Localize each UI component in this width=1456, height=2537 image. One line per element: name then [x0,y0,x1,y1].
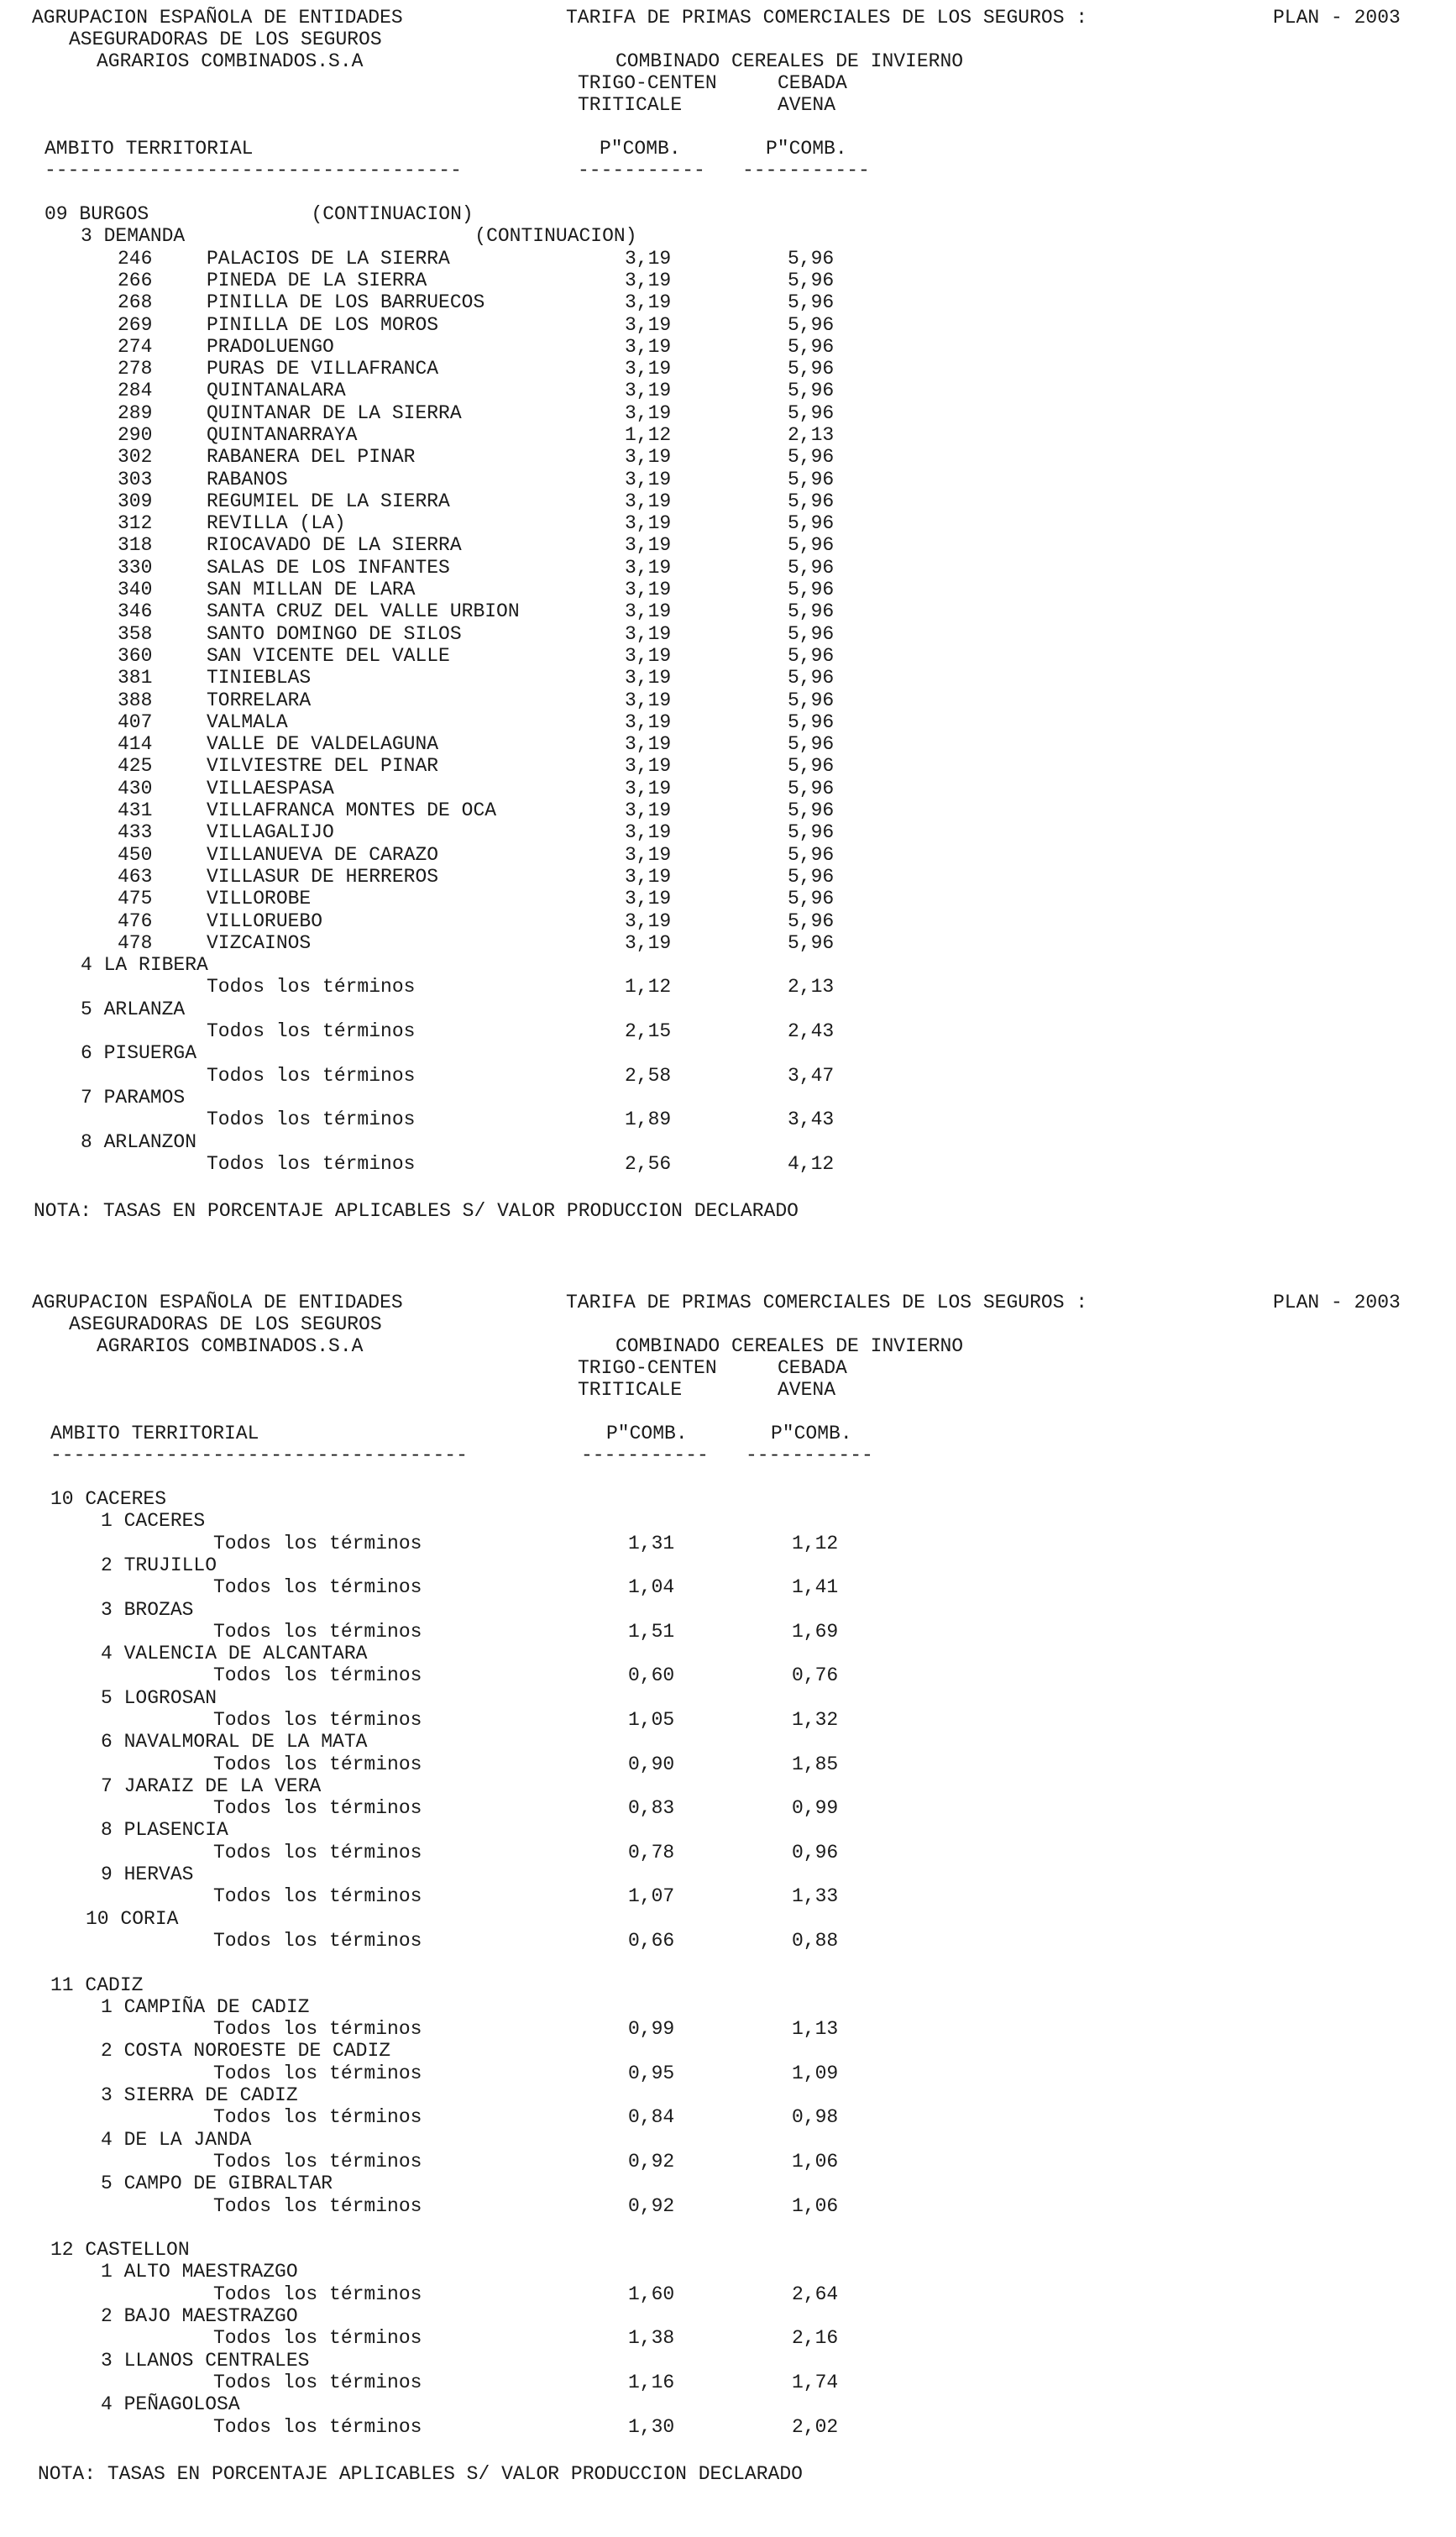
rate-trigo-centeno-triticale: 1,60 [628,2283,675,2305]
plan-year: PLAN - 2003 [1273,7,1401,29]
comarca-heading: 8 ARLANZON [81,1131,197,1153]
org-name-line3: AGRARIOS COMBINADOS.S.A [97,50,364,72]
province-heading: 10 CACERES [50,1488,167,1510]
comarca-heading: 6 NAVALMORAL DE LA MATA [101,1731,368,1753]
all-municipalities-label: Todos los términos [213,2063,422,2084]
rate-trigo-centeno-triticale: 0,66 [628,1930,675,1952]
rate-cebada-avena: 0,99 [792,1797,839,1819]
rate-cebada-avena: 5,96 [788,866,835,888]
rate-trigo-centeno-triticale: 3,19 [625,512,672,534]
all-municipalities-label: Todos los términos [213,2151,422,2173]
rate-cebada-avena: 2,13 [788,976,835,998]
rate-cebada-avena: 2,43 [788,1020,835,1042]
municipality-code: 269 [118,314,153,336]
rate-trigo-centeno-triticale: 0,95 [628,2063,675,2084]
rate-cebada-avena: 1,06 [792,2195,839,2217]
org-name-line1: AGRUPACION ESPAÑOLA DE ENTIDADES [32,7,403,29]
municipality-code: 431 [118,799,153,821]
rate-cebada-avena: 5,96 [788,402,835,424]
tariff-title: TARIFA DE PRIMAS COMERCIALES DE LOS SEGUROS : [566,7,1088,29]
municipality-name: VALLE DE VALDELAGUNA [207,733,439,755]
province-heading: 11 CADIZ [50,1974,144,1996]
municipality-name: VILLAESPASA [207,778,334,799]
comarca-heading: 4 VALENCIA DE ALCANTARA [101,1643,368,1664]
municipality-name: PINILLA DE LOS BARRUECOS [207,291,485,313]
rate-trigo-centeno-triticale: 3,19 [625,623,672,645]
municipality-name: PALACIOS DE LA SIERRA [207,248,450,270]
rate-trigo-centeno-triticale: 3,19 [625,469,672,490]
rate-trigo-centeno-triticale: 3,19 [625,888,672,909]
rate-cebada-avena: 5,96 [788,844,835,866]
rate-cebada-avena: 3,43 [788,1109,835,1130]
rate-cebada-avena: 1,69 [792,1621,839,1643]
municipality-name: QUINTANAR DE LA SIERRA [207,402,462,424]
ambito-territorial-heading: AMBITO TERRITORIAL [50,1423,259,1444]
all-municipalities-label: Todos los términos [213,1930,422,1952]
col-b-heading: P"COMB. [771,1423,852,1444]
crop-group-b-line1: CEBADA [778,72,847,94]
comarca-heading: 9 HERVAS [101,1863,194,1885]
rate-cebada-avena: 5,96 [788,932,835,954]
rate-trigo-centeno-triticale: 3,19 [625,557,672,579]
municipality-code: 266 [118,270,153,291]
rate-cebada-avena: 2,64 [792,2283,839,2305]
comarca-heading: 4 PEÑAGOLOSA [101,2393,240,2415]
municipality-code: 476 [118,910,153,932]
municipality-name: QUINTANALARA [207,380,346,401]
rate-cebada-avena: 5,96 [788,469,835,490]
rate-cebada-avena: 5,96 [788,778,835,799]
municipality-name: VILLASUR DE HERREROS [207,866,439,888]
all-municipalities-label: Todos los términos [207,976,416,998]
municipality-name: SAN MILLAN DE LARA [207,579,416,600]
rate-cebada-avena: 5,96 [788,667,835,689]
rate-cebada-avena: 1,32 [792,1709,839,1731]
rate-trigo-centeno-triticale: 1,05 [628,1709,675,1731]
rate-trigo-centeno-triticale: 0,84 [628,2106,675,2128]
rate-trigo-centeno-triticale: 3,19 [625,380,672,401]
municipality-code: 414 [118,733,153,755]
comarca-heading: 4 DE LA JANDA [101,2129,252,2151]
org-name-line2: ASEGURADORAS DE LOS SEGUROS [69,29,382,50]
all-municipalities-label: Todos los términos [213,1885,422,1907]
comarca-heading: 7 PARAMOS [81,1087,186,1109]
rate-trigo-centeno-triticale: 3,19 [625,645,672,667]
rate-trigo-centeno-triticale: 3,19 [625,336,672,358]
municipality-code: 268 [118,291,153,313]
col-a-heading: P"COMB. [600,138,681,160]
rate-cebada-avena: 4,12 [788,1153,835,1175]
rate-trigo-centeno-triticale: 1,07 [628,1885,675,1907]
municipality-name: REGUMIEL DE LA SIERRA [207,490,450,512]
rate-cebada-avena: 5,96 [788,557,835,579]
municipality-name: PRADOLUENGO [207,336,334,358]
rate-trigo-centeno-triticale: 2,56 [625,1153,672,1175]
crop-group-b-line2: AVENA [778,94,836,116]
rate-trigo-centeno-triticale: 3,19 [625,821,672,843]
rate-trigo-centeno-triticale: 3,19 [625,270,672,291]
rate-trigo-centeno-triticale: 1,12 [625,976,672,998]
municipality-code: 290 [118,424,153,446]
municipality-code: 360 [118,645,153,667]
rate-trigo-centeno-triticale: 0,99 [628,2018,675,2040]
ambito-territorial-heading: AMBITO TERRITORIAL [45,138,254,160]
rate-cebada-avena: 5,96 [788,733,835,755]
rate-cebada-avena: 1,33 [792,1885,839,1907]
municipality-code: 284 [118,380,153,401]
comarca-heading: 1 CAMPIÑA DE CADIZ [101,1996,310,2018]
rate-trigo-centeno-triticale: 3,19 [625,711,672,733]
rate-trigo-centeno-triticale: 3,19 [625,733,672,755]
rule-ambito: ------------------------------------ [45,160,462,181]
comarca-heading: 5 LOGROSAN [101,1687,217,1709]
all-municipalities-label: Todos los términos [213,1664,422,1686]
rate-cebada-avena: 5,96 [788,446,835,468]
rate-trigo-centeno-triticale: 1,38 [628,2327,675,2349]
all-municipalities-label: Todos los términos [213,2018,422,2040]
comarca-heading: 2 COSTA NOROESTE DE CADIZ [101,2040,391,2062]
rate-cebada-avena: 5,96 [788,336,835,358]
municipality-name: VILLOROBE [207,888,312,909]
rule-col-a: ----------- [578,160,705,181]
rate-cebada-avena: 5,96 [788,512,835,534]
tariff-title: TARIFA DE PRIMAS COMERCIALES DE LOS SEGUROS : [566,1292,1088,1313]
municipality-name: PINILLA DE LOS MOROS [207,314,439,336]
municipality-code: 309 [118,490,153,512]
municipality-name: REVILLA (LA) [207,512,346,534]
crop-group-a-line2: TRITICALE [578,1379,683,1401]
municipality-name: SANTA CRUZ DEL VALLE URBION [207,600,520,622]
rate-trigo-centeno-triticale: 1,16 [628,2372,675,2393]
municipality-code: 346 [118,600,153,622]
rate-cebada-avena: 5,96 [788,623,835,645]
tariff-page-1 [0,0,1456,1268]
rate-cebada-avena: 5,96 [788,711,835,733]
municipality-code: 330 [118,557,153,579]
municipality-code: 278 [118,358,153,380]
all-municipalities-label: Todos los términos [213,2327,422,2349]
rate-trigo-centeno-triticale: 1,31 [628,1533,675,1554]
rate-cebada-avena: 5,96 [788,821,835,843]
municipality-code: 430 [118,778,153,799]
crop-group-b-line1: CEBADA [778,1357,847,1379]
rule-col-a: ----------- [581,1444,709,1466]
rate-trigo-centeno-triticale: 1,30 [628,2416,675,2438]
rate-cebada-avena: 2,13 [788,424,835,446]
rate-cebada-avena: 5,96 [788,600,835,622]
rate-cebada-avena: 1,74 [792,2372,839,2393]
org-name-line1: AGRUPACION ESPAÑOLA DE ENTIDADES [32,1292,403,1313]
rate-cebada-avena: 5,96 [788,358,835,380]
all-municipalities-label: Todos los términos [213,1797,422,1819]
municipality-name: SANTO DOMINGO DE SILOS [207,623,462,645]
municipality-code: 289 [118,402,153,424]
rate-cebada-avena: 5,96 [788,689,835,711]
rate-trigo-centeno-triticale: 3,19 [625,866,672,888]
rate-trigo-centeno-triticale: 0,78 [628,1842,675,1863]
municipality-code: 274 [118,336,153,358]
crop-group-a-line1: TRIGO-CENTEN [578,1357,717,1379]
rate-trigo-centeno-triticale: 3,19 [625,755,672,777]
comarca-heading: 2 BAJO MAESTRAZGO [101,2305,298,2327]
municipality-code: 246 [118,248,153,270]
footnote: NOTA: TASAS EN PORCENTAJE APLICABLES S/ VALOR PRODUCCION DECLARADO [38,2463,803,2485]
rate-trigo-centeno-triticale: 3,19 [625,490,672,512]
comarca-heading: 5 ARLANZA [81,999,186,1020]
rate-trigo-centeno-triticale: 3,19 [625,932,672,954]
comarca-heading: 3 DEMANDA (CONTINUACION) [81,225,637,247]
rate-cebada-avena: 3,47 [788,1065,835,1087]
all-municipalities-label: Todos los términos [207,1020,416,1042]
rate-cebada-avena: 5,96 [788,534,835,556]
comarca-heading: 1 ALTO MAESTRAZGO [101,2261,298,2283]
all-municipalities-label: Todos los términos [213,1753,422,1775]
rate-trigo-centeno-triticale: 0,90 [628,1753,675,1775]
rate-trigo-centeno-triticale: 0,60 [628,1664,675,1686]
rate-trigo-centeno-triticale: 2,58 [625,1065,672,1087]
crop-group-a-line1: TRIGO-CENTEN [578,72,717,94]
comarca-heading: 6 PISUERGA [81,1042,197,1064]
rate-cebada-avena: 5,96 [788,314,835,336]
rate-cebada-avena: 5,96 [788,380,835,401]
comarca-heading: 7 JARAIZ DE LA VERA [101,1775,322,1797]
municipality-name: SALAS DE LOS INFANTES [207,557,450,579]
municipality-name: RIOCAVADO DE LA SIERRA [207,534,462,556]
rate-cebada-avena: 0,76 [792,1664,839,1686]
municipality-code: 381 [118,667,153,689]
comarca-heading: 4 LA RIBERA [81,954,208,976]
rate-cebada-avena: 1,85 [792,1753,839,1775]
all-municipalities-label: Todos los términos [207,1109,416,1130]
municipality-name: VILLAFRANCA MONTES DE OCA [207,799,497,821]
rate-cebada-avena: 1,13 [792,2018,839,2040]
rate-cebada-avena: 5,96 [788,645,835,667]
municipality-name: PINEDA DE LA SIERRA [207,270,427,291]
org-name-line2: ASEGURADORAS DE LOS SEGUROS [69,1313,382,1335]
rate-trigo-centeno-triticale: 3,19 [625,358,672,380]
municipality-code: 318 [118,534,153,556]
all-municipalities-label: Todos los términos [207,1065,416,1087]
rate-trigo-centeno-triticale: 0,83 [628,1797,675,1819]
rate-cebada-avena: 5,96 [788,910,835,932]
rate-cebada-avena: 5,96 [788,248,835,270]
municipality-code: 463 [118,866,153,888]
municipality-name: QUINTANARRAYA [207,424,358,446]
rate-trigo-centeno-triticale: 3,19 [625,910,672,932]
province-heading: 12 CASTELLON [50,2239,190,2261]
comarca-heading: 2 TRUJILLO [101,1554,217,1576]
municipality-code: 340 [118,579,153,600]
rate-cebada-avena: 0,96 [792,1842,839,1863]
insurance-line: COMBINADO CEREALES DE INVIERNO [615,50,964,72]
tariff-page-2 [0,1285,1456,2537]
col-b-heading: P"COMB. [766,138,847,160]
rate-trigo-centeno-triticale: 0,92 [628,2151,675,2173]
municipality-name: VILVIESTRE DEL PINAR [207,755,439,777]
municipality-name: RABANOS [207,469,288,490]
municipality-name: VILLANUEVA DE CARAZO [207,844,439,866]
rule-col-b: ----------- [746,1444,873,1466]
rate-trigo-centeno-triticale: 1,89 [625,1109,672,1130]
rate-cebada-avena: 2,16 [792,2327,839,2349]
rate-cebada-avena: 5,96 [788,579,835,600]
rate-cebada-avena: 1,06 [792,2151,839,2173]
all-municipalities-label: Todos los términos [213,2283,422,2305]
rate-cebada-avena: 5,96 [788,755,835,777]
municipality-name: VILLORUEBO [207,910,323,932]
municipality-name: VILLAGALIJO [207,821,334,843]
rate-trigo-centeno-triticale: 1,51 [628,1621,675,1643]
municipality-name: PURAS DE VILLAFRANCA [207,358,439,380]
comarca-heading: 3 LLANOS CENTRALES [101,2350,310,2372]
rate-trigo-centeno-triticale: 1,04 [628,1576,675,1598]
municipality-code: 450 [118,844,153,866]
rate-trigo-centeno-triticale: 3,19 [625,534,672,556]
rate-cebada-avena: 5,96 [788,291,835,313]
rate-trigo-centeno-triticale: 3,19 [625,402,672,424]
crop-group-a-line2: TRITICALE [578,94,683,116]
municipality-name: SAN VICENTE DEL VALLE [207,645,450,667]
municipality-code: 388 [118,689,153,711]
municipality-code: 425 [118,755,153,777]
rate-cebada-avena: 5,96 [788,270,835,291]
comarca-heading: 3 SIERRA DE CADIZ [101,2084,298,2106]
rate-trigo-centeno-triticale: 3,19 [625,778,672,799]
all-municipalities-label: Todos los términos [213,2106,422,2128]
comarca-heading: 8 PLASENCIA [101,1819,228,1841]
rule-ambito: ------------------------------------ [50,1444,468,1466]
all-municipalities-label: Todos los términos [213,1576,422,1598]
municipality-code: 303 [118,469,153,490]
rate-trigo-centeno-triticale: 3,19 [625,799,672,821]
rate-trigo-centeno-triticale: 3,19 [625,579,672,600]
rate-cebada-avena: 5,96 [788,799,835,821]
rate-cebada-avena: 5,96 [788,490,835,512]
rate-trigo-centeno-triticale: 3,19 [625,291,672,313]
rate-cebada-avena: 5,96 [788,888,835,909]
municipality-name: TINIEBLAS [207,667,312,689]
rule-col-b: ----------- [742,160,870,181]
municipality-name: RABANERA DEL PINAR [207,446,416,468]
rate-cebada-avena: 0,98 [792,2106,839,2128]
rate-trigo-centeno-triticale: 2,15 [625,1020,672,1042]
rate-trigo-centeno-triticale: 3,19 [625,600,672,622]
all-municipalities-label: Todos los términos [213,1533,422,1554]
municipality-code: 312 [118,512,153,534]
rate-cebada-avena: 0,88 [792,1930,839,1952]
insurance-line: COMBINADO CEREALES DE INVIERNO [615,1335,964,1357]
plan-year: PLAN - 2003 [1273,1292,1401,1313]
all-municipalities-label: Todos los términos [207,1153,416,1175]
rate-trigo-centeno-triticale: 3,19 [625,689,672,711]
rate-trigo-centeno-triticale: 3,19 [625,314,672,336]
municipality-code: 433 [118,821,153,843]
rate-trigo-centeno-triticale: 3,19 [625,446,672,468]
municipality-name: VALMALA [207,711,288,733]
municipality-name: VIZCAINOS [207,932,312,954]
rate-cebada-avena: 1,12 [792,1533,839,1554]
all-municipalities-label: Todos los términos [213,1842,422,1863]
comarca-heading: 10 CORIA [86,1908,179,1930]
rate-trigo-centeno-triticale: 3,19 [625,667,672,689]
crop-group-b-line2: AVENA [778,1379,836,1401]
rate-cebada-avena: 1,09 [792,2063,839,2084]
all-municipalities-label: Todos los términos [213,2195,422,2217]
all-municipalities-label: Todos los términos [213,1621,422,1643]
municipality-code: 475 [118,888,153,909]
rate-trigo-centeno-triticale: 1,12 [625,424,672,446]
municipality-name: TORRELARA [207,689,312,711]
comarca-heading: 1 CACERES [101,1510,206,1532]
all-municipalities-label: Todos los términos [213,2416,422,2438]
municipality-code: 478 [118,932,153,954]
footnote: NOTA: TASAS EN PORCENTAJE APLICABLES S/ VALOR PRODUCCION DECLARADO [34,1200,799,1222]
comarca-heading: 5 CAMPO DE GIBRALTAR [101,2173,333,2194]
municipality-code: 358 [118,623,153,645]
rate-trigo-centeno-triticale: 0,92 [628,2195,675,2217]
rate-cebada-avena: 2,02 [792,2416,839,2438]
all-municipalities-label: Todos los términos [213,1709,422,1731]
all-municipalities-label: Todos los términos [213,2372,422,2393]
rate-trigo-centeno-triticale: 3,19 [625,844,672,866]
col-a-heading: P"COMB. [606,1423,688,1444]
municipality-code: 407 [118,711,153,733]
municipality-code: 302 [118,446,153,468]
province-heading: 09 BURGOS (CONTINUACION) [45,203,474,225]
comarca-heading: 3 BROZAS [101,1599,194,1621]
rate-trigo-centeno-triticale: 3,19 [625,248,672,270]
rate-cebada-avena: 1,41 [792,1576,839,1598]
org-name-line3: AGRARIOS COMBINADOS.S.A [97,1335,364,1357]
